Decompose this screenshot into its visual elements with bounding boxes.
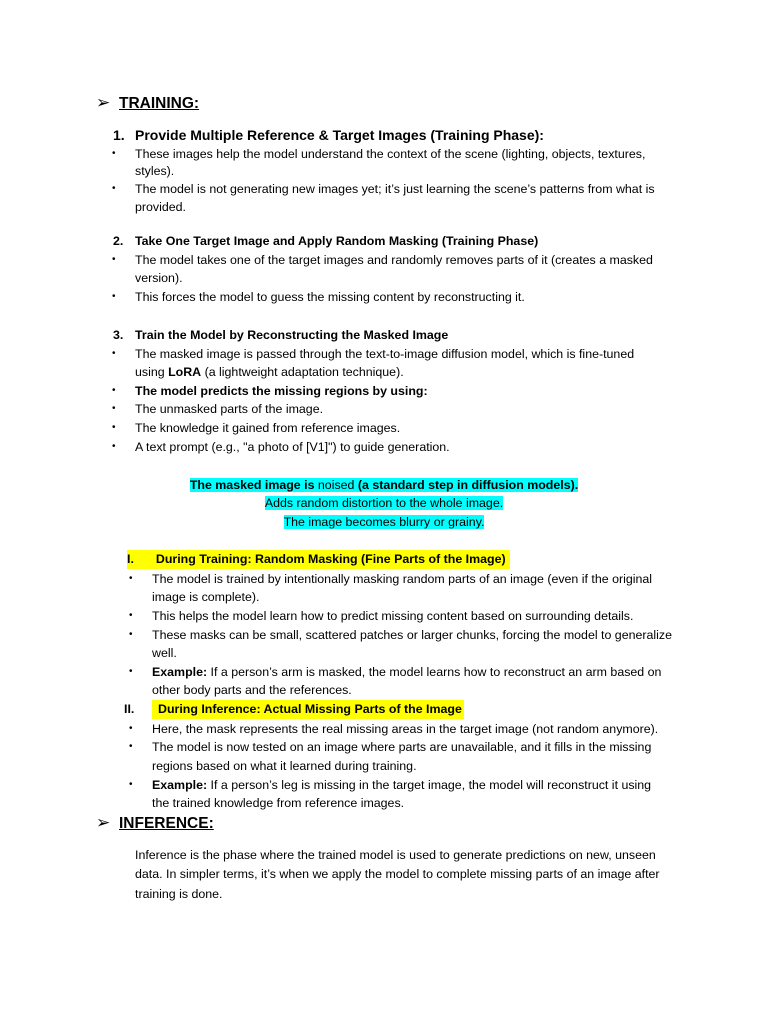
noise-line-1 — [0, 476, 768, 495]
noise-line-2 — [0, 494, 768, 513]
text-fragment: (a standard step in diffusion models). — [357, 478, 579, 492]
text-line: image is complete). — [152, 590, 260, 604]
text-line: other body parts and the references. — [152, 683, 352, 697]
text-line: The unmasked parts of the image. — [135, 402, 324, 416]
text-line: This helps the model learn how to predict missing content based on surrounding details. — [152, 609, 634, 623]
bullet-icon: • — [129, 629, 133, 640]
bullet-icon: • — [129, 723, 133, 734]
arrow-bullet-icon: ➢ — [96, 93, 111, 112]
text-fragment: using — [135, 365, 169, 379]
roman-2-number: II. — [124, 702, 135, 716]
bullet-icon: • — [129, 666, 133, 677]
bullet-icon: • — [112, 385, 116, 396]
bullet-icon: • — [112, 183, 116, 194]
text-fragment: If a person’s leg is missing in the target image, the model will reconstruct it using — [207, 778, 652, 792]
text-line: The model is trained by intentionally masking random parts of an image (even if the original — [152, 572, 653, 586]
predicts-line: The model predicts the missing regions by using: — [135, 384, 428, 398]
text-fragment: (a lightweight adaptation technique). — [201, 365, 404, 379]
text-line: provided. — [135, 200, 186, 214]
text-line — [152, 776, 651, 795]
bullet-icon: • — [129, 573, 133, 584]
section-3-title: Train the Model by Reconstructing the Masked Image — [135, 328, 449, 342]
text-line: version). — [135, 271, 183, 285]
bullet-icon: • — [129, 610, 133, 621]
roman-1-heading — [127, 550, 510, 569]
roman-1-number: I. — [127, 552, 134, 566]
text-line: The model takes one of the target images and randomly removes parts of it (creates a masked — [135, 253, 653, 267]
section-2-number: 2. — [113, 234, 124, 248]
text-line: data. In simpler terms, it’s when we apply the model to complete missing parts of an image after — [135, 867, 660, 881]
bullet-icon: • — [112, 441, 116, 452]
text-line: regions based on what it learned during training. — [152, 759, 417, 773]
section-3-number: 3. — [113, 328, 124, 342]
inference-heading: INFERENCE: — [119, 815, 214, 832]
text-line: the trained knowledge from reference images. — [152, 796, 405, 810]
example-label: Example: — [152, 778, 208, 792]
bullet-icon: • — [112, 422, 116, 433]
text-line — [135, 363, 404, 382]
text-line: A text prompt (e.g., "a photo of [V1]") to guide generation. — [135, 440, 450, 454]
text-line: The model is now tested on an image where parts are unavailable, and it fills in the missing — [152, 740, 652, 754]
text-line: The model is not generating new images yet; it’s just learning the scene’s patterns from what is — [135, 182, 655, 196]
text-fragment: Adds random distortion to the whole image. — [264, 496, 504, 510]
text-line: training is done. — [135, 887, 223, 901]
text-line: Inference is the phase where the trained model is used to generate predictions on new, unseen — [135, 848, 656, 862]
noise-line-3 — [0, 513, 768, 532]
text-fragment: The image becomes blurry or grainy. — [283, 515, 485, 529]
text-fragment: If a person’s arm is masked, the model learns how to reconstruct an arm based on — [207, 665, 662, 679]
section-2-title: Take One Target Image and Apply Random Masking (Training Phase) — [135, 234, 539, 248]
lora-term: LoRA — [168, 365, 202, 379]
text-line: These masks can be small, scattered patches or larger chunks, forcing the model to generalize — [152, 628, 672, 642]
bullet-icon: • — [112, 403, 116, 414]
bullet-icon: • — [112, 254, 116, 265]
text-line: The knowledge it gained from reference images. — [135, 421, 401, 435]
training-heading: TRAINING: — [119, 95, 200, 112]
text-line: well. — [152, 646, 177, 660]
example-label: Example: — [152, 665, 208, 679]
roman-2-title: During Inference: Actual Missing Parts of the Image — [152, 700, 464, 719]
text-line: Here, the mask represents the real missing areas in the target image (not random anymore). — [152, 722, 659, 736]
text-fragment: noised — [314, 478, 358, 492]
roman-1-title: During Training: Random Masking (Fine Parts of the Image) — [155, 552, 506, 566]
text-fragment: The masked image is — [189, 478, 315, 492]
bullet-icon: • — [112, 348, 116, 359]
text-line: These images help the model understand the context of the scene (lighting, objects, textures, — [135, 147, 646, 161]
section-1-number: 1. — [113, 127, 125, 143]
bullet-icon: • — [112, 148, 116, 159]
bullet-icon: • — [112, 291, 116, 302]
text-line: The masked image is passed through the text-to-image diffusion model, which is fine-tuned — [135, 347, 635, 361]
bullet-icon: • — [129, 741, 133, 752]
text-line — [152, 663, 661, 682]
arrow-bullet-icon: ➢ — [96, 813, 111, 832]
text-line: This forces the model to guess the missing content by reconstructing it. — [135, 290, 525, 304]
bullet-icon: • — [129, 779, 133, 790]
section-1-title: Provide Multiple Reference & Target Images (Training Phase): — [135, 127, 544, 143]
text-line: styles). — [135, 164, 175, 178]
